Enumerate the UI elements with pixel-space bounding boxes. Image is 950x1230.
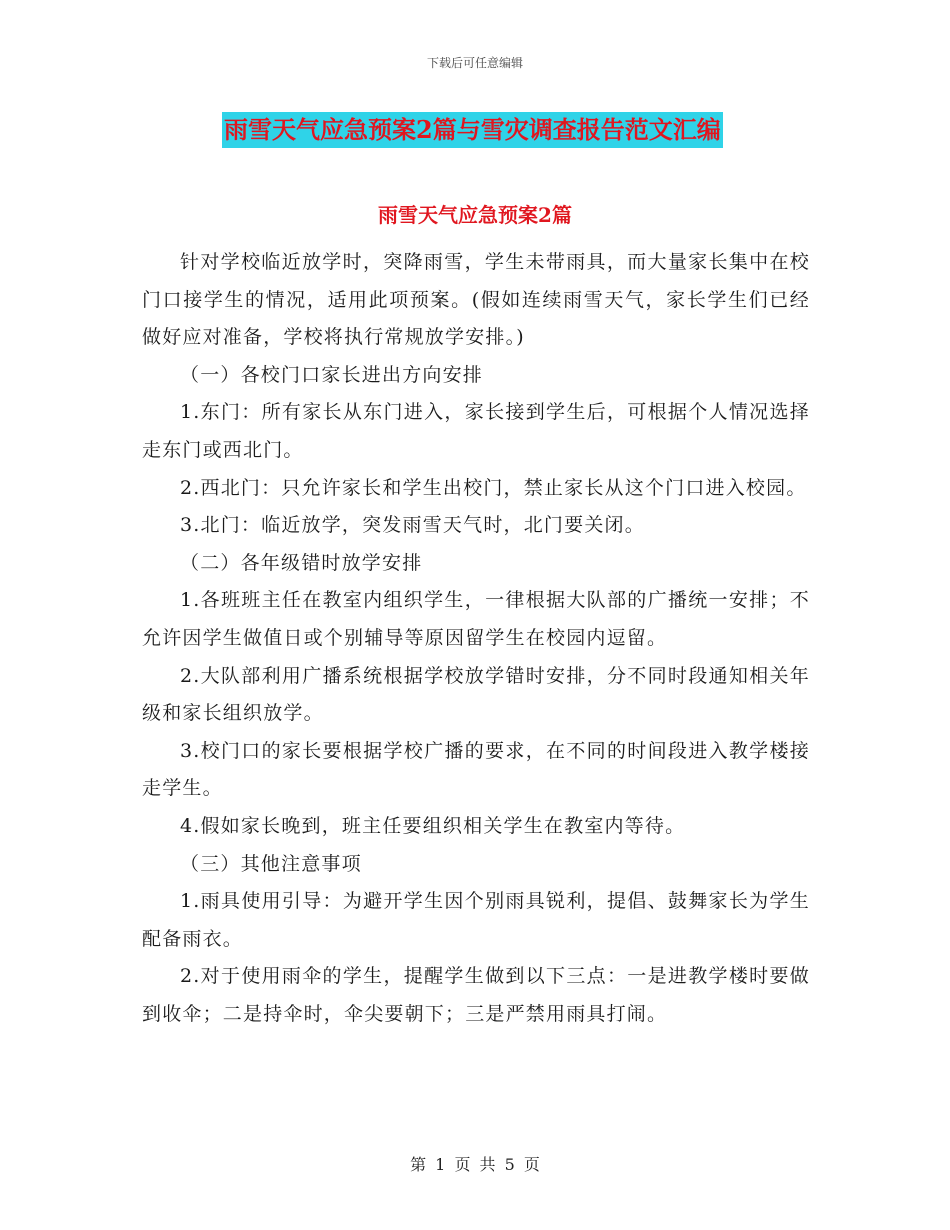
paragraph: 1.东门：所有家长从东门进入，家长接到学生后，可根据个人情况选择走东门或西北门。 [142,401,810,461]
paragraph: 1.雨具使用引导：为避开学生因个别雨具锐利，提倡、鼓舞家长为学生配备雨衣。 [142,890,810,950]
paragraph: 2.对于使用雨伞的学生，提醒学生做到以下三点：一是进教学楼时要做到收伞；二是持伞时，伞尖要朝下；三是严禁用雨具打闹。 [142,965,810,1025]
paragraph: 1.各班班主任在教室内组织学生，一律根据大队部的广播统一安排；不允许因学生做值日或个别辅导等原因留学生在校园内逗留。 [142,589,810,649]
paragraph: 2.西北门：只允许家长和学生出校门，禁止家长从这个门口进入校园。 [180,476,807,499]
subheading-gate-arrangement: （一）各校门口家长进出方向安排 [180,363,484,386]
paragraph: 2.大队部利用广播系统根据学校放学错时安排，分不同时段通知相关年级和家长组织放学。 [142,664,810,725]
document-body [142,244,810,1033]
document-title: 雨雪天气应急预案2篇与雪灾调查报告范文汇编 [222,112,723,148]
paragraph: 3.校门口的家长要根据学校广播的要求，在不同的时间段进入教学楼接走学生。 [142,739,810,800]
subheading-staggered-dismissal: （二）各年级错时放学安排 [180,551,423,574]
subheading-other-notes: （三）其他注意事项 [180,852,362,875]
header-note: 下载后可任意编辑 [426,56,523,70]
section-title: 雨雪天气应急预案2篇 [378,203,572,227]
page-indicator: 第 1 页 共 5 页 [410,1155,540,1174]
paragraph: 3.北门：临近放学，突发雨雪天气时，北门要关闭。 [180,514,645,537]
paragraph: 4.假如家长晚到，班主任要组织相关学生在教室内等待。 [180,814,686,837]
intro-paragraph: 针对学校临近放学时，突降雨雪，学生未带雨具，而大量家长集中在校门口接学生的情况，适用此项预案。(假如连续雨雪天气，家长学生们已经做好应对准备，学校将执行常规放学安排。) [142,251,810,349]
